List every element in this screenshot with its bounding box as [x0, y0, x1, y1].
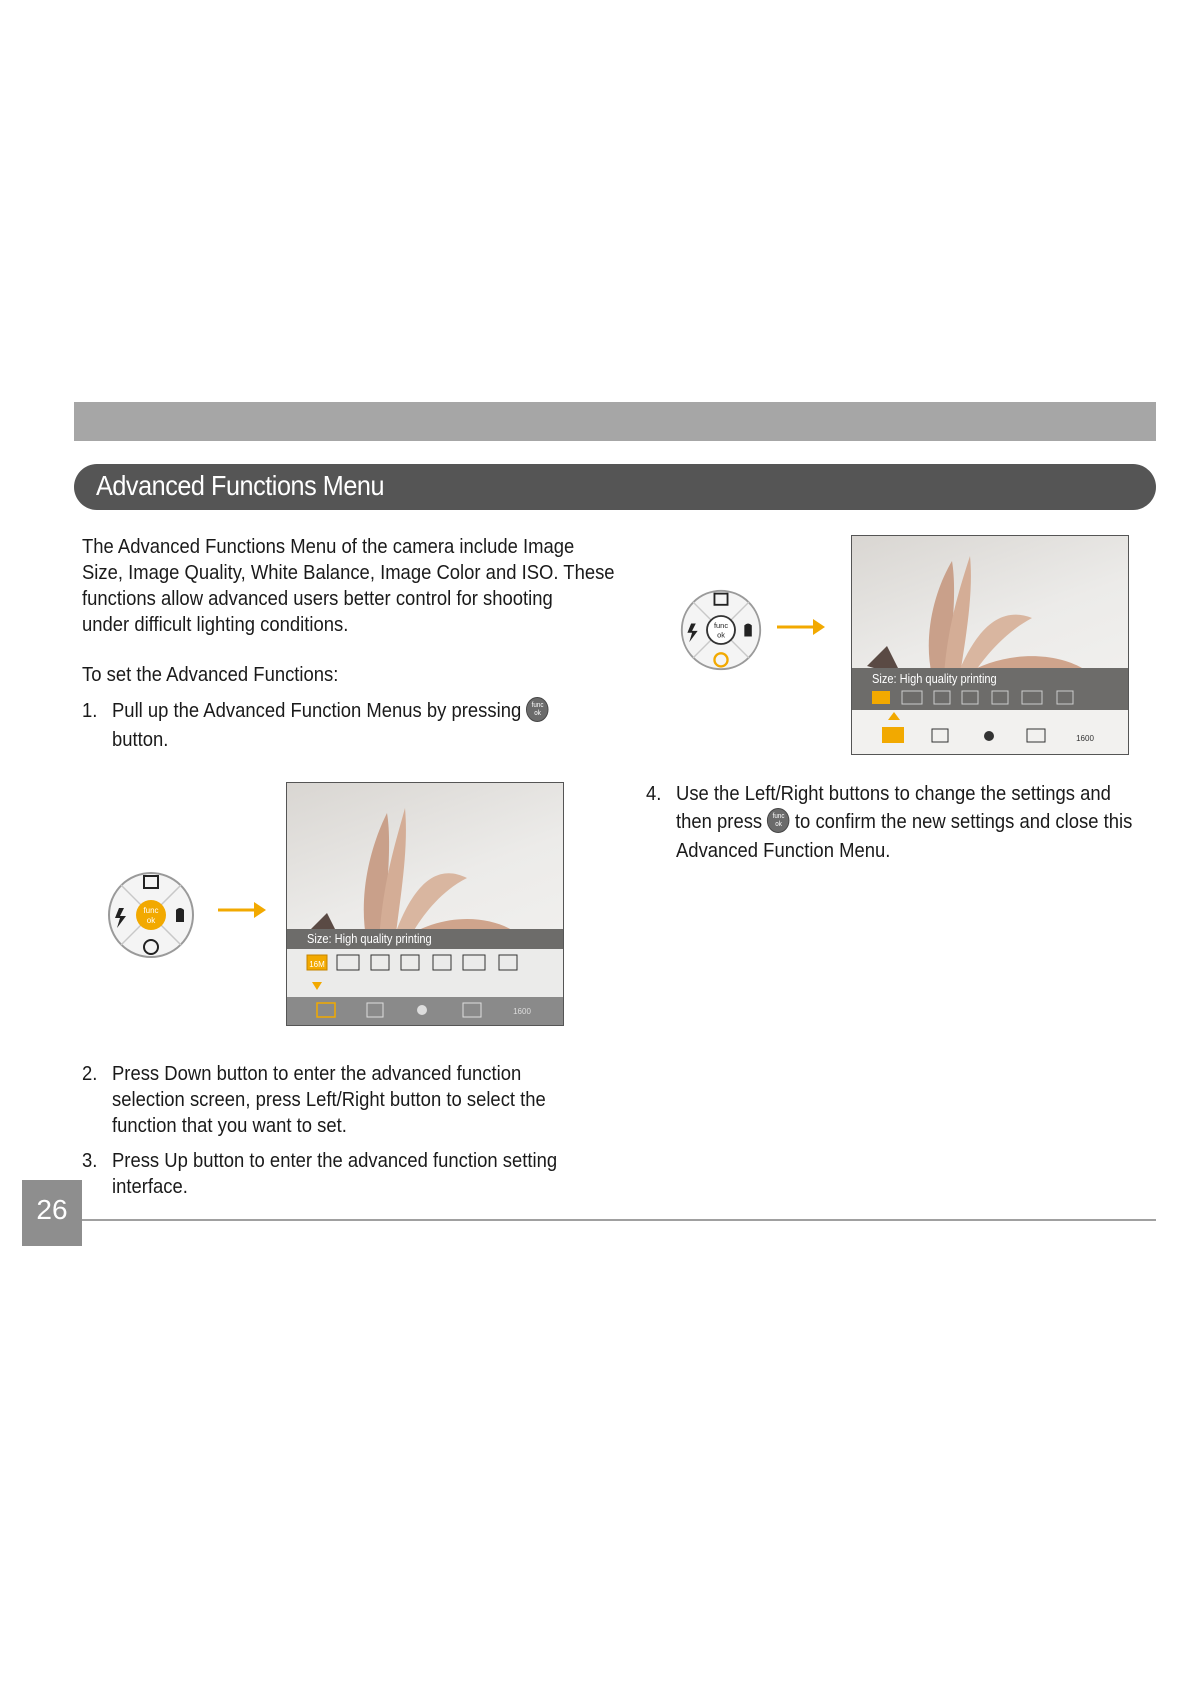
step-4-text-b: to confirm the new settings and close this — [794, 810, 1133, 833]
step-2-number: 2. — [82, 1062, 98, 1085]
svg-text:16M: 16M — [309, 960, 325, 969]
footer-rule — [82, 1219, 1156, 1221]
arrow-right-icon — [218, 900, 266, 920]
svg-text:ok: ok — [717, 630, 725, 640]
step-1-number: 1. — [82, 699, 98, 722]
step-4-text-a: then press — [676, 810, 763, 833]
flower-photo-icon-2 — [852, 536, 1128, 676]
intro-line-3: functions allow advanced users better control for shooting — [82, 587, 553, 610]
step-2-line-2: selection screen, press Left/Right button to select the — [112, 1088, 546, 1111]
dial-up-icon — [679, 588, 763, 672]
function-menu-row-2 — [852, 710, 1128, 754]
step-4-line-2 — [676, 809, 1132, 835]
step-3-line-2: interface. — [112, 1175, 188, 1198]
step-1-text: Pull up the Advanced Function Menus by pressing — [112, 699, 522, 722]
iso-value-1: 1600 — [513, 1007, 531, 1016]
step-1-line-2: button. — [112, 728, 169, 751]
flower-photo-icon — [287, 783, 563, 943]
size-options-row — [287, 949, 563, 999]
intro-line-4: under difficult lighting conditions. — [82, 613, 349, 636]
size-options-row-2 — [852, 688, 1128, 710]
step-1-line-1 — [112, 698, 549, 724]
step-4-line-1: Use the Left/Right buttons to change the settings and — [676, 782, 1111, 805]
size-label-2: Size: High quality printing — [872, 671, 997, 686]
svg-text:func: func — [143, 906, 159, 915]
dial-func-pressed-icon — [106, 870, 196, 960]
page-number-box — [22, 1180, 82, 1246]
arrow-right-icon-2 — [777, 617, 825, 637]
function-menu-row — [287, 997, 563, 1025]
svg-text:ok: ok — [146, 916, 156, 925]
size-label: Size: High quality printing — [307, 931, 432, 946]
section-title: Advanced Functions Menu — [96, 470, 385, 501]
iso-value-2: 1600 — [1076, 734, 1094, 743]
section-title-bar — [74, 464, 1156, 510]
to-set-heading: To set the Advanced Functions: — [82, 663, 339, 686]
step-2-line-3: function that you want to set. — [112, 1114, 347, 1137]
svg-text:func: func — [713, 621, 729, 631]
page-number: 26 — [36, 1194, 68, 1225]
camera-screen-size-selection — [286, 782, 564, 1026]
step-3-number: 3. — [82, 1149, 98, 1172]
step-3-line-1: Press Up button to enter the advanced function setting — [112, 1149, 558, 1172]
func-ok-button-icon-2: func ok — [767, 808, 790, 833]
camera-screen-size-setting — [851, 535, 1129, 755]
step-2-line-1: Press Down button to enter the advanced function — [112, 1062, 522, 1085]
step-4-number: 4. — [646, 782, 662, 805]
step-4-line-3: Advanced Function Menu. — [676, 839, 891, 862]
intro-line-1: The Advanced Functions Menu of the camera include Image — [82, 535, 575, 558]
intro-line-2: Size, Image Quality, White Balance, Image Color and ISO. These — [82, 561, 615, 584]
header-band — [74, 402, 1156, 441]
func-ok-button-icon: func ok — [526, 697, 549, 722]
